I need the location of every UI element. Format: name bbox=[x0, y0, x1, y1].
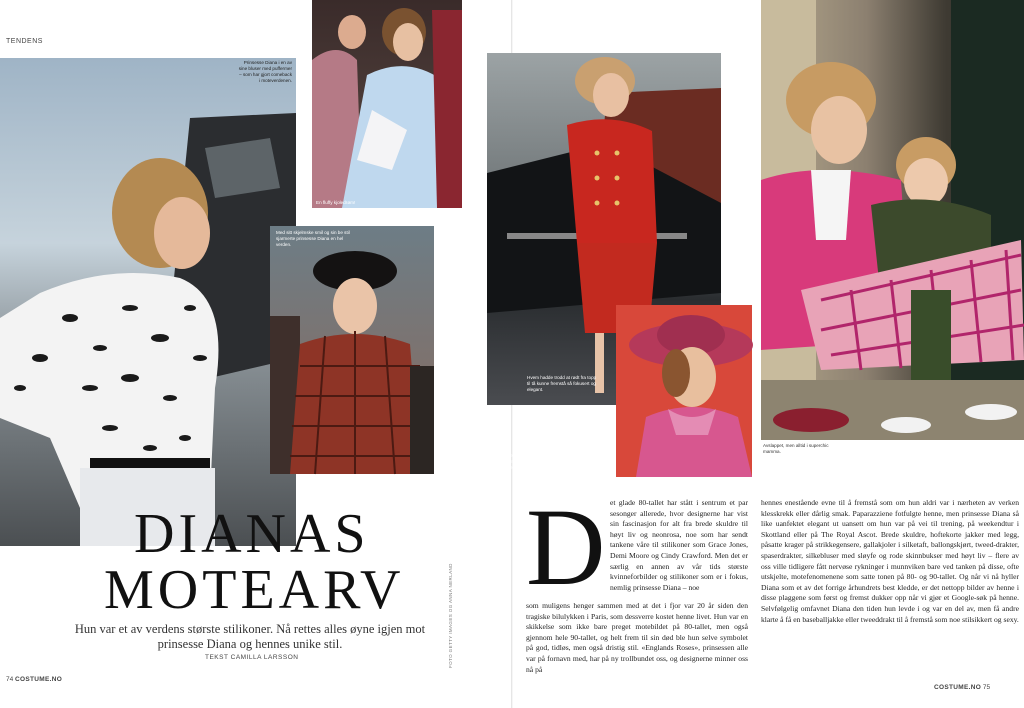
section-label: TENDENS bbox=[6, 38, 43, 45]
photo-diana-spotted-blouse bbox=[0, 58, 296, 546]
caption-1: Prinsesse Diana i en av sine bluser med puffermer – som har gjort comeback i moteverdenen. bbox=[238, 60, 292, 83]
page-number-right: 75 bbox=[982, 684, 991, 691]
footer-right bbox=[934, 684, 990, 691]
caption-4: Hvem hadde trodd at rødt fra topp til tå kunne fremstå så fokusert og elegant. bbox=[527, 375, 597, 392]
footer-left bbox=[6, 676, 62, 683]
caption-5: Sukkertøyfarger og perler var vesentlig i garderoben til prinsesse Diana. bbox=[500, 453, 560, 470]
headline-line1: DIANAS bbox=[134, 503, 370, 565]
page-number-left: 74 bbox=[6, 676, 14, 683]
photo-diana-with-child bbox=[761, 0, 1024, 440]
caption-6: Avslappet, men alltid i superchic mamma. bbox=[763, 443, 829, 454]
photo-credit: FOTO GETTY IMAGES OG ANNA NERLAND bbox=[448, 563, 453, 668]
drop-cap: D bbox=[526, 486, 606, 608]
body-column-1-bottom: som muligens henger sammen med at det i fjor var 20 år siden den tragiske bilulykken i Paris, som dessverre kostet henne livet. Hun var en skikkelse som ikke bare preget motebildet på 80-tallet, men også gjennom hele 90-tallet, og helt frem til sin død ble hun selve symbolet på god, tidløs, men også dristig stil. «Englands Roses», prinsessen alle var på fornavn med, har på ny trollbundet oss, og designerne minner oss nå på bbox=[526, 601, 748, 674]
headline-line2: MOTEARV bbox=[104, 559, 405, 621]
standfirst: Hun var et av verdens største stilikoner. Nå rettes alles øyne igjen mot prinsesse Diana og hennes unike stil. bbox=[74, 622, 426, 651]
caption-2: En fluffy kjoledrøm! bbox=[316, 200, 356, 205]
photo-diana-fluffy-dress bbox=[312, 0, 462, 208]
body-column-1-top: et glade 80-tallet har stått i sentrum et par sesonger allerede, hvor designerne har vist sin fascinasjon for alt fra brede skuldre til høyt liv og neonrosa, noe som har sendt tankene våre til stilikoner som Grace Jones, Demi Moore og Cindy Crawford. Men det er særlig en annen av vår tids største kvinneforbilder og stilikoner som er i fokus, nemlig prinsesse Diana – noe bbox=[610, 498, 748, 592]
caption-3: Med sitt skjelmske smil og sin be stil sjarmerte prinsesse Diana en hel verden. bbox=[276, 230, 350, 247]
brand-right: COSTUME.NO bbox=[934, 684, 982, 691]
body-column-2: hennes enestående evne til å fremstå som om hun aldri var i nærheten av verken klesskrekk eller dårlig smak. Paparazziene fotfulgte henne, men prinsesse Diana så like uanfektet elegant ut uansett om hun var på vei til trening, på weekendtur i Skottland eller på The Royal Ascot. Brede skuldre, hoftekorte jakker med legg, påsatte krager på strikkegensere, gallakjoler i silketaft, ballongskjørt, tweed-drakter, spaserdrakter, silkebluser med sløyfe og rode skinnbukser med høyt liv – flere av oss ville tidligere fått nervøse rykninger i munnviken bare ved tanken på disse, ofte utskjelte, motefenomenene som satte tonen på 80- og 90-tallet. Og når vi nå hyller Diana som et av det forrige århundrets best kledde, er det nettopp bilder av henne i disse plaggene som først og fremst dukker opp når vi gjør et Google-søk på henne. Selvfølgelig omfavnet Diana den tiden hun levde i og var en del av, men få andre klarte å få en baseballjakke eller tweeddrakt til å fremstå som noe stilsikkert og sexy. bbox=[761, 498, 1019, 624]
photo-diana-plaid-dress bbox=[270, 226, 434, 474]
brand-left: COSTUME.NO bbox=[15, 676, 63, 683]
byline: TEKST CAMILLA LARSSON bbox=[205, 654, 299, 661]
